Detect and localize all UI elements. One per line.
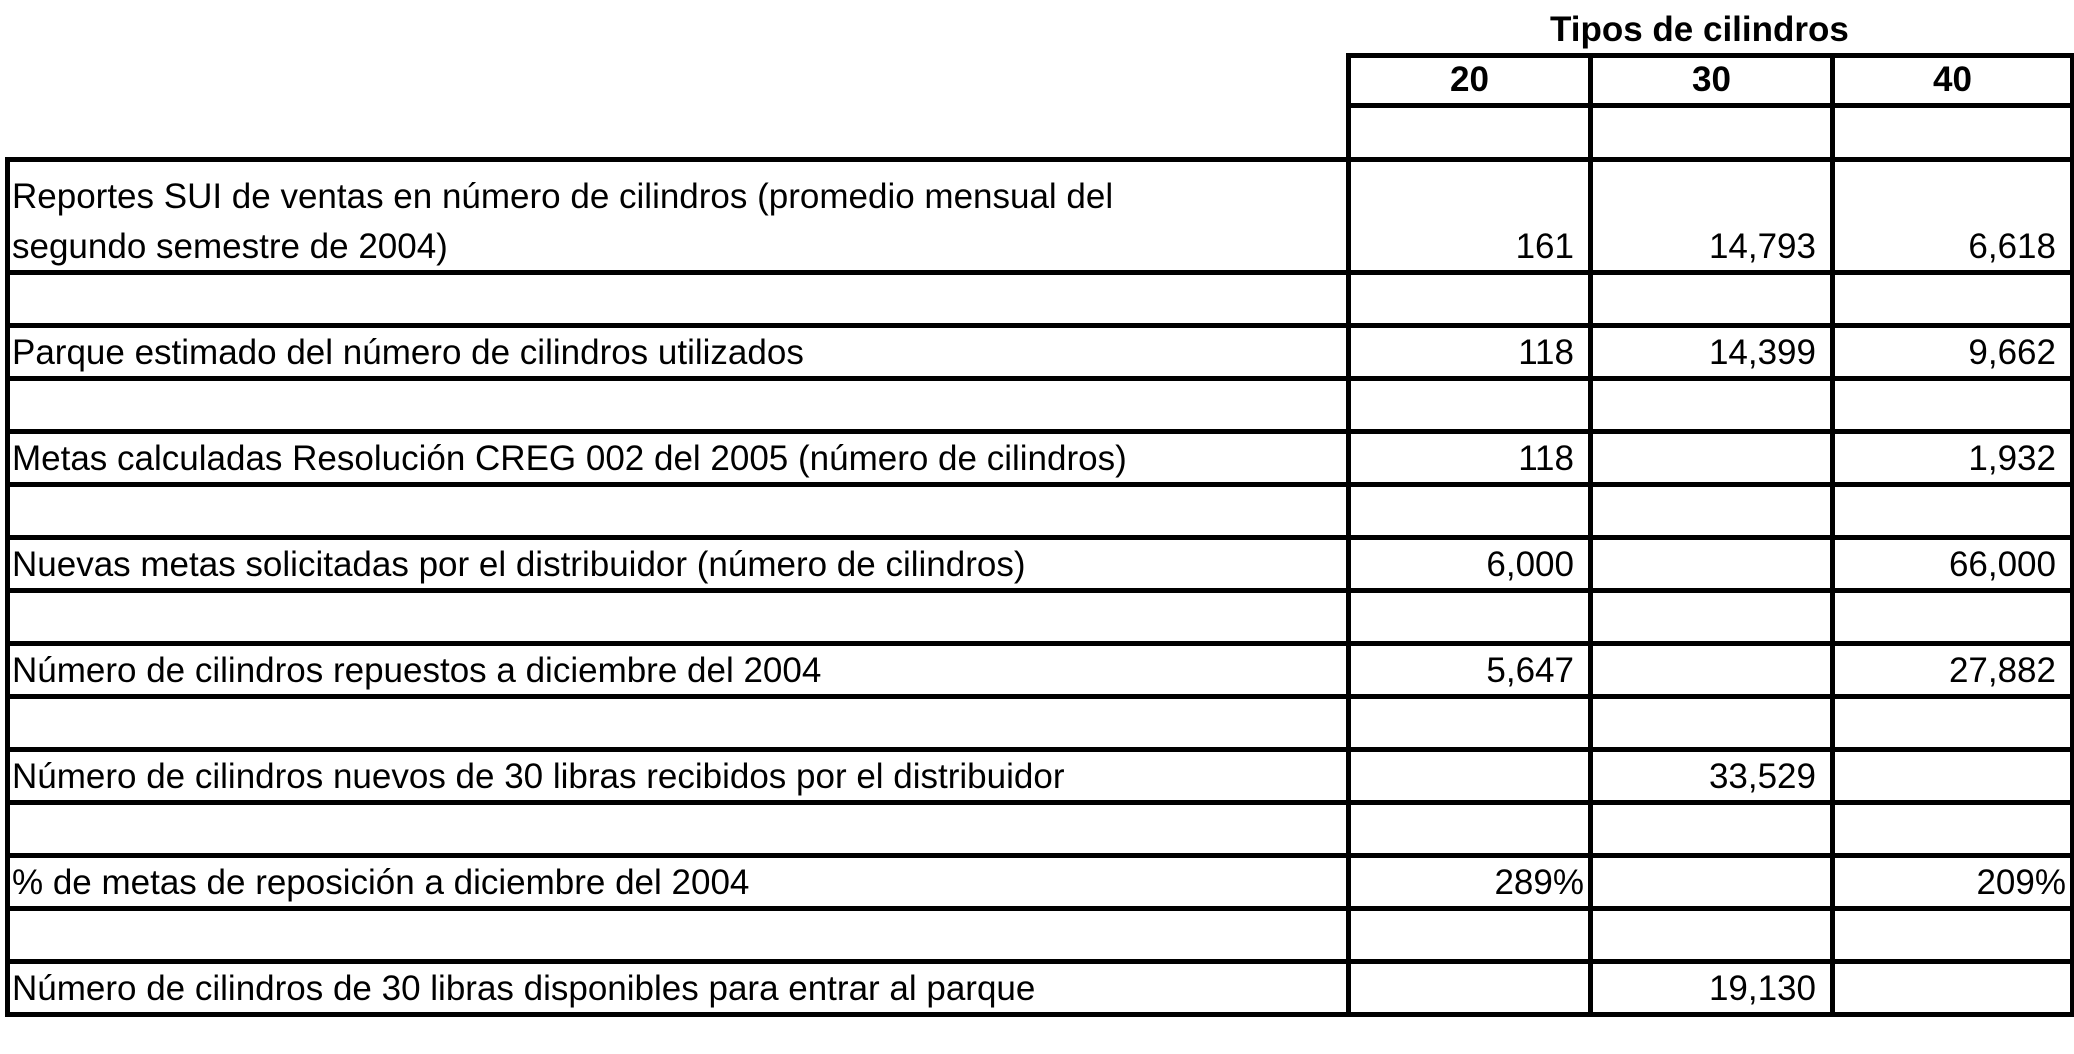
row-label: segundo semestre de 2004) bbox=[12, 227, 448, 266]
row-label: Reportes SUI de ventas en número de cilindros (promedio mensual del bbox=[12, 177, 1114, 216]
row-label: Número de cilindros nuevos de 30 libras recibidos por el distribuidor bbox=[12, 757, 1065, 796]
column-border bbox=[1588, 53, 1593, 1017]
row-label: Número de cilindros repuestos a diciembre del 2004 bbox=[12, 651, 822, 690]
row-label: Número de cilindros de 30 libras disponibles para entrar al parque bbox=[12, 969, 1036, 1008]
column-border bbox=[2070, 53, 2074, 1017]
cell-value: 33,529 bbox=[1708, 757, 1816, 796]
column-header-20: 20 bbox=[1450, 60, 1489, 99]
row-border bbox=[5, 157, 2074, 162]
cell-value: 5,647 bbox=[1486, 651, 1574, 690]
column-header-30: 30 bbox=[1692, 60, 1731, 99]
cell-value: 19,130 bbox=[1708, 969, 1816, 1008]
row-label: % de metas de reposición a diciembre del 2004 bbox=[12, 863, 750, 902]
cell-value: 1,932 bbox=[1968, 439, 2056, 478]
cell-value: 289% bbox=[1494, 863, 1584, 902]
cell-value: 27,882 bbox=[1948, 651, 2056, 690]
left-border bbox=[5, 157, 10, 1017]
cell-value: 161 bbox=[1515, 227, 1574, 266]
cell-value: 118 bbox=[1518, 333, 1574, 372]
cell-value: 66,000 bbox=[1948, 545, 2056, 584]
cell-value: 14,399 bbox=[1708, 333, 1816, 372]
cell-value: 6,000 bbox=[1486, 545, 1574, 584]
group-title: Tipos de cilindros bbox=[1550, 10, 1849, 49]
cell-value: 6,618 bbox=[1968, 227, 2056, 266]
row-label: Metas calculadas Resolución CREG 002 del 2005 (número de cilindros) bbox=[12, 439, 1127, 478]
cell-value: 209% bbox=[1976, 863, 2066, 902]
row-label: Parque estimado del número de cilindros utilizados bbox=[12, 333, 804, 372]
column-header-40: 40 bbox=[1933, 60, 1972, 99]
cell-value: 118 bbox=[1518, 439, 1574, 478]
row-label: Nuevas metas solicitadas por el distribuidor (número de cilindros) bbox=[12, 545, 1026, 584]
cell-value: 14,793 bbox=[1708, 227, 1816, 266]
cell-value: 9,662 bbox=[1968, 333, 2056, 372]
